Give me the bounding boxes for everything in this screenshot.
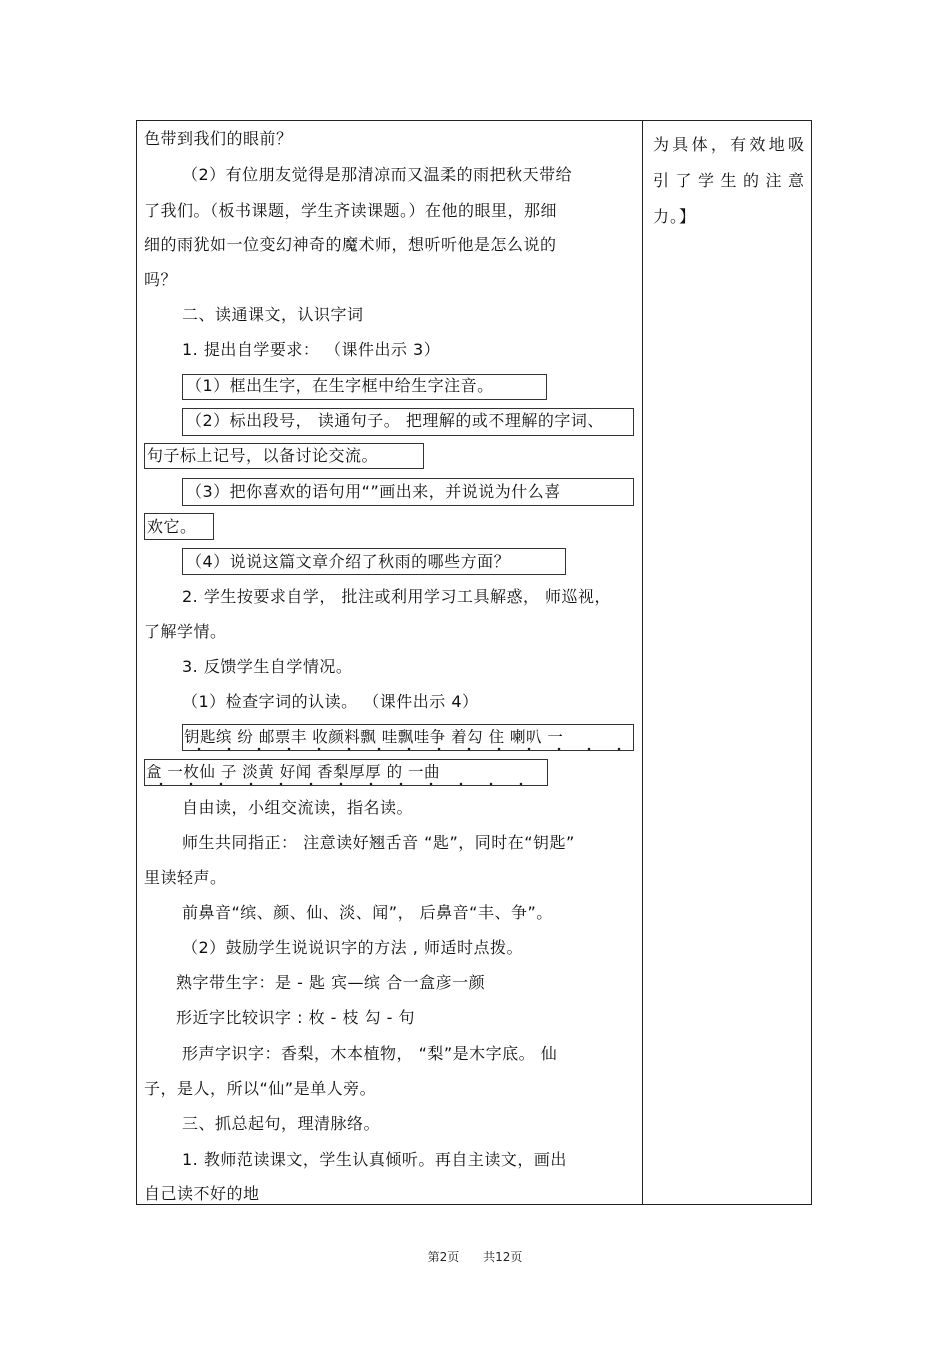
text-line: 形声字识字：香梨，木本植物， “梨”是木字底。 仙 bbox=[182, 1044, 558, 1063]
text-line: （2）有位朋友觉得是那清凉而又温柔的雨把秋天带给 bbox=[182, 165, 573, 184]
text-line: 3. 反馈学生自学情况。 bbox=[182, 657, 353, 676]
text-line: 前鼻音“缤、颜、仙、淡、闻”， 后鼻音“丰、争”。 bbox=[182, 903, 553, 922]
page-total: 共12页 bbox=[483, 1250, 523, 1264]
text-line: 师生共同指正： 注意读好翘舌音 “匙”，同时在“钥匙” bbox=[182, 833, 575, 852]
section-heading: 二、读通课文，认识字词 bbox=[182, 305, 364, 324]
text-line: 吗？ bbox=[144, 270, 178, 289]
text-line: 了解学情。 bbox=[144, 622, 227, 641]
text-line: 熟字带生字：是 - 匙 宾—缤 合一盒彦一颜 bbox=[176, 973, 486, 992]
requirement-text: （2）标出段号， 读通句子。 把理解的或不理解的字词、 bbox=[186, 411, 604, 430]
text-line: 自由读，小组交流读，指名读。 bbox=[182, 798, 414, 817]
word-list: 钥匙缤 纷 邮票丰 收颜料飘 哇飘哇争 着勾 住 喇叭 一 bbox=[184, 728, 564, 746]
text-line: 1. 教师范读课文，学生认真倾听。再自主读文，画出 bbox=[182, 1150, 567, 1169]
requirement-text: （4）说说这篇文章介绍了秋雨的哪些方面？ bbox=[186, 552, 511, 571]
requirement-text: （3）把你喜欢的语句用“”画出来，并说说为什么喜 bbox=[186, 482, 561, 501]
page-number: 第2页 bbox=[427, 1250, 460, 1264]
text-line: （2）鼓励学生说说识字的方法 , 师适时点拨。 bbox=[182, 938, 523, 957]
text-line: 形近字比较识字 : 枚 - 枝 勾 - 句 bbox=[176, 1008, 416, 1027]
page-footer bbox=[0, 1248, 950, 1265]
side-note: 为具体，有效地吸引了学生的注意力。】 bbox=[653, 135, 805, 226]
text-line: 细的雨犹如一位变幻神奇的魔术师，想听听他是怎么说的 bbox=[144, 235, 557, 254]
requirement-text: 欢它。 bbox=[147, 517, 197, 536]
text-line: 1. 提出自学要求： （课件出示 3） bbox=[182, 340, 441, 359]
text-line: 了我们。（板书课题，学生齐读课题。）在他的眼里，那细 bbox=[144, 201, 558, 220]
section-heading: 三、抓总起句，理清脉络。 bbox=[182, 1114, 381, 1133]
text-line: 2. 学生按要求自学， 批注或利用学习工具解惑， 师巡视， bbox=[182, 587, 612, 606]
requirement-text: 句子标上记号，以备讨论交流。 bbox=[147, 446, 379, 465]
text-line: 里读轻声。 bbox=[144, 868, 227, 887]
requirement-text: （1）框出生字，在生字框中给生字注音。 bbox=[186, 376, 494, 395]
text-line: （1）检查字词的认读。 （课件出示 4） bbox=[182, 692, 479, 711]
emphasis-dots bbox=[146, 781, 546, 787]
emphasis-dots bbox=[184, 746, 632, 752]
word-list: 盒 一枚仙 子 淡黄 好闻 香梨厚厚 的 一曲 bbox=[146, 763, 440, 781]
text-line: 色带到我们的眼前？ bbox=[144, 129, 293, 148]
text-line: 子，是人，所以“仙”是单人旁。 bbox=[144, 1079, 377, 1098]
column-divider bbox=[642, 120, 643, 1205]
text-line: 自己读不好的地 bbox=[144, 1184, 260, 1203]
